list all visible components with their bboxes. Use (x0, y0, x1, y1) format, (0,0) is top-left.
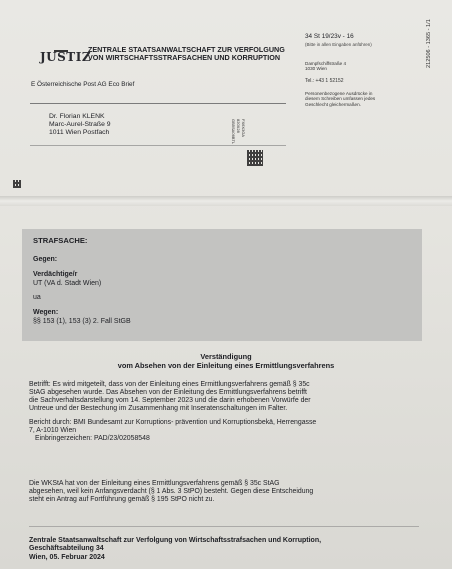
barcode-text: FX6X3GA 820X28 GB5SA06BTL (231, 119, 246, 145)
case-heading: STRAFSACHE: (33, 236, 88, 245)
document-title (20, 352, 432, 370)
decision-paragraph (29, 480, 419, 504)
office-street: Dampfschiffstraße 4 (305, 61, 347, 66)
betrifft-line: StAG abgesehen wurde. Das Absehen von der Einleitung des Ermittlungsverfahrens betrifft (29, 389, 307, 396)
title-line-1: Verständigung (200, 352, 252, 361)
suspect-value: UT (VA d. Stadt Wien) (33, 280, 102, 287)
title-line-2: vom Absehen von der Einleitung eines Ermittlungsverfahrens (117, 361, 335, 370)
betrifft-line: Untreue und der Bestechung im Zusammenhang mit Inseratenschaltungen im Falter. (29, 405, 288, 412)
justiz-logo (40, 42, 92, 64)
office-city: 1030 Wien (305, 66, 327, 72)
vertical-document-code: 212506 - 1365 - 1/1 (426, 19, 432, 68)
gender-note-line-1: Personenbezogene Ausdrücke in (305, 91, 373, 96)
gender-note (305, 91, 375, 107)
reference-note: (Bitte in allen Eingaben anführen) (305, 42, 372, 47)
recipient-address (49, 113, 111, 137)
decision-line: abgesehen, weil kein Anfangsverdacht (§ 1 Abs. 3 StPO) besteht. Gegen diese Entscheidung (29, 488, 314, 495)
office-address (305, 61, 346, 72)
authority-line-2: VON WIRTSCHAFTSSTRAFSACHEN UND KORRUPTION (88, 53, 281, 63)
ua-text: ua (33, 294, 41, 301)
suspect-label: Verdächtige/r (33, 271, 78, 278)
authority-line-1: ZENTRALE STAATSANWALTSCHAFT ZUR VERFOLGUNG (88, 45, 285, 54)
bericht-line: 7, A-1010 Wien (29, 427, 77, 434)
postal-service-line: E Österreichische Post AG Eco Brief (31, 81, 135, 88)
small-qr-code-icon (13, 180, 21, 188)
bericht-paragraph (29, 419, 419, 443)
divider-line (30, 103, 286, 104)
betrifft-line: Betrifft: Es wird mitgeteilt, dass von der Einleitung eines Ermittlungsverfahrens gemäß § 35c (29, 381, 310, 388)
signature-block (29, 537, 321, 562)
gegen-label: Gegen: (33, 256, 58, 263)
reference-number: 34 St 19/23v - 16 (305, 33, 354, 40)
footer-divider (29, 526, 419, 527)
decision-line: steht ein Antrag auf Fortführung gemäß § 195 StPO nicht zu. (29, 496, 215, 503)
address-divider (30, 145, 286, 146)
recipient-street: Marc-Aurel-Straße 9 (49, 121, 111, 128)
gender-note-line-2: diesem Schreiben umfassen jedes (305, 96, 376, 102)
wegen-label: Wegen: (33, 309, 59, 316)
betrifft-line: die Sachverhaltsdarstellung vom 14. September 2023 und die darin erhobenen Vorwürfe der (29, 397, 311, 404)
qr-code-icon (247, 150, 263, 166)
einbringer-line: Einbringerzeichen: PAD/23/02058548 (35, 435, 150, 442)
wegen-value: §§ 153 (1), 153 (3) 2. Fall StGB (33, 318, 131, 325)
logo-text: JUSTIZ (40, 50, 92, 64)
footer-line-2: Geschäftsabteilung 34 (29, 545, 104, 553)
betrifft-paragraph (29, 381, 419, 413)
decision-line: Die WKStA hat von der Einleitung eines Ermittlungsverfahrens gemäß § 35c StAG (29, 480, 280, 487)
recipient-name: Dr. Florian KLENK (49, 113, 105, 120)
office-phone: Tel.: +43 1 52152 (305, 78, 344, 84)
paper-fold (0, 196, 452, 206)
authority-name (88, 46, 285, 62)
gender-note-line-3: Geschlecht gleichermaßen. (305, 101, 361, 107)
footer-line-1: Zentrale Staatsanwaltschaft zur Verfolgung von Wirtschaftsstrafsachen und Korruption, (29, 537, 322, 544)
footer-line-3: Wien, 05. Februar 2024 (29, 553, 105, 561)
bericht-line: Bericht durch: BMI Bundesamt zur Korruptions- prävention und Korruptionsbekä, Herrengasse (29, 419, 317, 426)
recipient-city: 1011 Wien Postfach (49, 129, 110, 136)
